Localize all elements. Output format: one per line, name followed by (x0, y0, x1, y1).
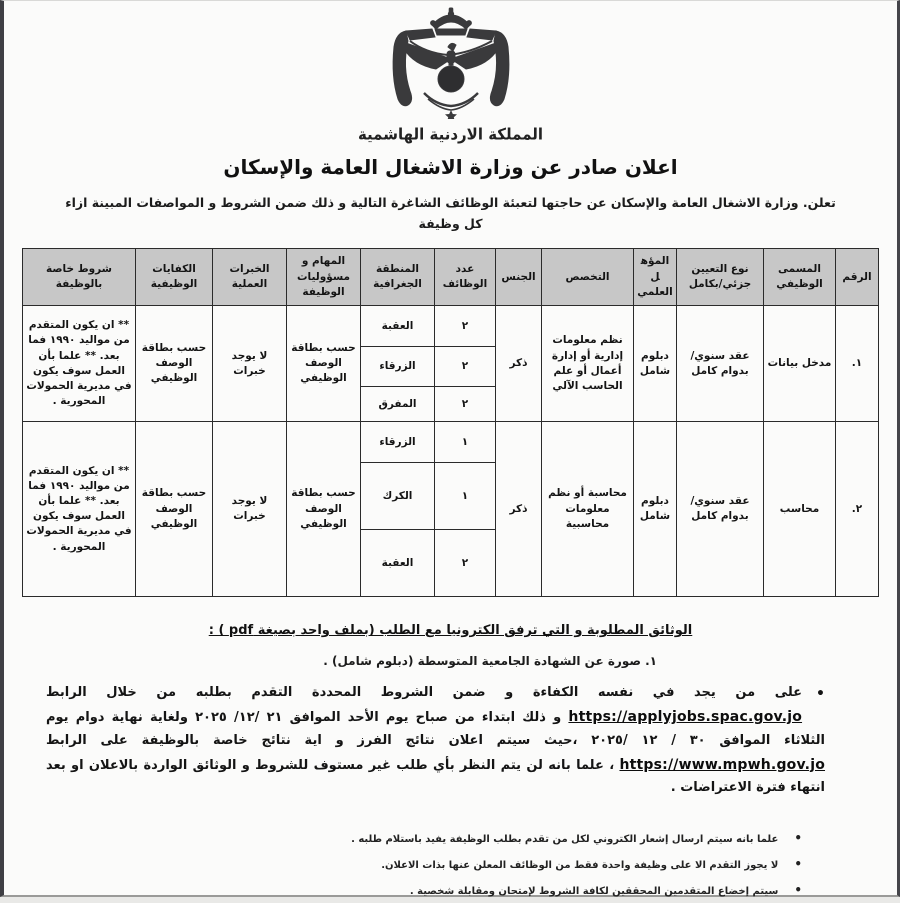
cell-qualification: دبلوم شامل (634, 306, 677, 422)
kingdom-name: المملكة الاردنية الهاشمية (357, 124, 544, 144)
cell-region: العقبة (361, 306, 435, 347)
cell-number: ١. (836, 306, 879, 422)
cell-region: الزرقاء (361, 347, 435, 387)
application-segment-1: على من يجد في نفسه الكفاءة و ضمن الشروط المحددة التقدم بطلبه من خلال الرابط (46, 685, 803, 701)
cell-vacancy-count: ٢ (435, 387, 496, 422)
header-specialization: التخصص (542, 249, 634, 306)
emblem-wrap (4, 1, 897, 143)
jobs-table (22, 248, 879, 597)
cell-region: المفرق (361, 387, 435, 422)
application-segment-2: و ذلك ابتداء من صباح يوم الأحد الموافق ٢١ /١٢/ ٢٠٢٥ ولغاية نهاية دوام يوم الثلاثاء الموافق ٣٠ / ١٢ /٢٠٢٥ ،حيث سيتم اعلان نتائج الفرز و اية نتائج خاصة بالوظيفة على الرابط (46, 710, 825, 748)
cell-region: الكرك (361, 463, 435, 530)
cell-competencies: حسب بطاقة الوصف الوظيفي (136, 422, 213, 597)
header-experience: الخبرات العملية (213, 249, 287, 306)
header-vacancies: عدد الوظائف (435, 249, 496, 306)
cell-gender: ذكر (496, 306, 542, 422)
cell-vacancy-count: ١ (435, 422, 496, 463)
table-header-row (23, 249, 879, 306)
cell-region: العقبة (361, 530, 435, 597)
cell-vacancy-count: ٢ (435, 306, 496, 347)
bullet-icon: • (816, 686, 825, 703)
header-special-conditions: شروط خاصة بالوظيفة (23, 249, 136, 306)
cell-special-conditions: ** ان يكون المتقدم من مواليد ١٩٩٠ فما بعد. ** علما بأن العمل سوف يكون في مديرية الحمولات المحورية . (23, 306, 136, 422)
header-appointment-type: نوع التعيين جزئي/بكامل (677, 249, 764, 306)
document-item-1: ١. صورة عن الشهادة الجامعية المتوسطة (دبلوم شامل) . (323, 654, 657, 669)
note-item: • علما بانه سيتم ارسال إشعار الكتروني لكل من تقدم بطلب الوظيفة يفيد باستلام طلبه . (4, 826, 802, 852)
application-segment-3: ، علما بانه لن يتم النظر بأي طلب غير مستوف للشروط و الوثائق الواردة بالاعلان او بعد انتهاء فترة الاعتراضات . (46, 757, 825, 796)
note-item: • لا يجوز التقدم الا على وظيفة واحدة فقط من الوظائف المعلن عنها بذات الاعلان. (4, 852, 802, 878)
applyjobs-link[interactable]: https://applyjobs.spac.gov.jo (568, 709, 803, 725)
header-number: الرقم (836, 249, 879, 306)
cell-job-title: محاسب (764, 422, 836, 597)
header-qualification: المؤهل العلمي (634, 249, 677, 306)
cell-experience: لا يوجد خبرات (213, 422, 287, 597)
cell-specialization: محاسبة أو نظم معلومات محاسبية (542, 422, 634, 597)
cell-vacancy-count: ١ (435, 463, 496, 530)
cell-job-title: مدخل بيانات (764, 306, 836, 422)
cell-duties: حسب بطاقة الوصف الوظيفي (287, 422, 361, 597)
header-competencies: الكفايات الوظيفية (136, 249, 213, 306)
cell-qualification: دبلوم شامل (634, 422, 677, 597)
cell-appointment-type: عقد سنوي/بدوام كامل (677, 422, 764, 597)
cell-gender: ذكر (496, 422, 542, 597)
note-item: • سيتم إخضاع المتقدمين المحققين لكافة الشروط لإمتحان ومقابلة شخصية . (4, 878, 802, 903)
notes-list (4, 826, 802, 903)
cell-specialization: نظم معلومات إدارية أو إدارة أعمال أو علم الحاسب الآلي (542, 306, 634, 422)
jordan-coat-of-arms-icon (336, 7, 566, 119)
header-duties: المهام و مسؤوليات الوظيفة (287, 249, 361, 306)
cell-vacancy-count: ٢ (435, 530, 496, 597)
cell-region: الزرقاء (361, 422, 435, 463)
intro-text: تعلن. وزارة الاشغال العامة والإسكان عن حاجتها لتعبئة الوظائف الشاغرة التالية و ذلك ضمن الشروط و المواصفات المبينة ازاء كل وظيفة (65, 195, 836, 231)
application-paragraph (46, 682, 825, 800)
header-job-title: المسمى الوظيفي (764, 249, 836, 306)
table-row (23, 422, 879, 463)
cell-appointment-type: عقد سنوي/بدوام كامل (677, 306, 764, 422)
header-gender: الجنس (496, 249, 542, 306)
documents-heading: الوثائق المطلوبة و التي ترفق الكترونيا مع الطلب (بملف واحد بصيغة pdf ) : (208, 623, 693, 639)
cell-experience: لا يوجد خبرات (213, 306, 287, 422)
header-region: المنطقة الجغرافية (361, 249, 435, 306)
cell-competencies: حسب بطاقة الوصف الوظيفي (136, 306, 213, 422)
cell-number: ٢. (836, 422, 879, 597)
table-row (23, 306, 879, 347)
cell-vacancy-count: ٢ (435, 347, 496, 387)
mpwh-link[interactable]: https://www.mpwh.gov.jo (619, 756, 826, 773)
cell-special-conditions: ** ان يكون المتقدم من مواليد ١٩٩٠ فما بعد. ** علما بأن العمل سوف يكون في مديرية الحمولات المحورية . (23, 422, 136, 597)
announcement-title: اعلان صادر عن وزارة الاشغال العامة والإسكان (223, 155, 678, 179)
cell-duties: حسب بطاقة الوصف الوظيفي (287, 306, 361, 422)
